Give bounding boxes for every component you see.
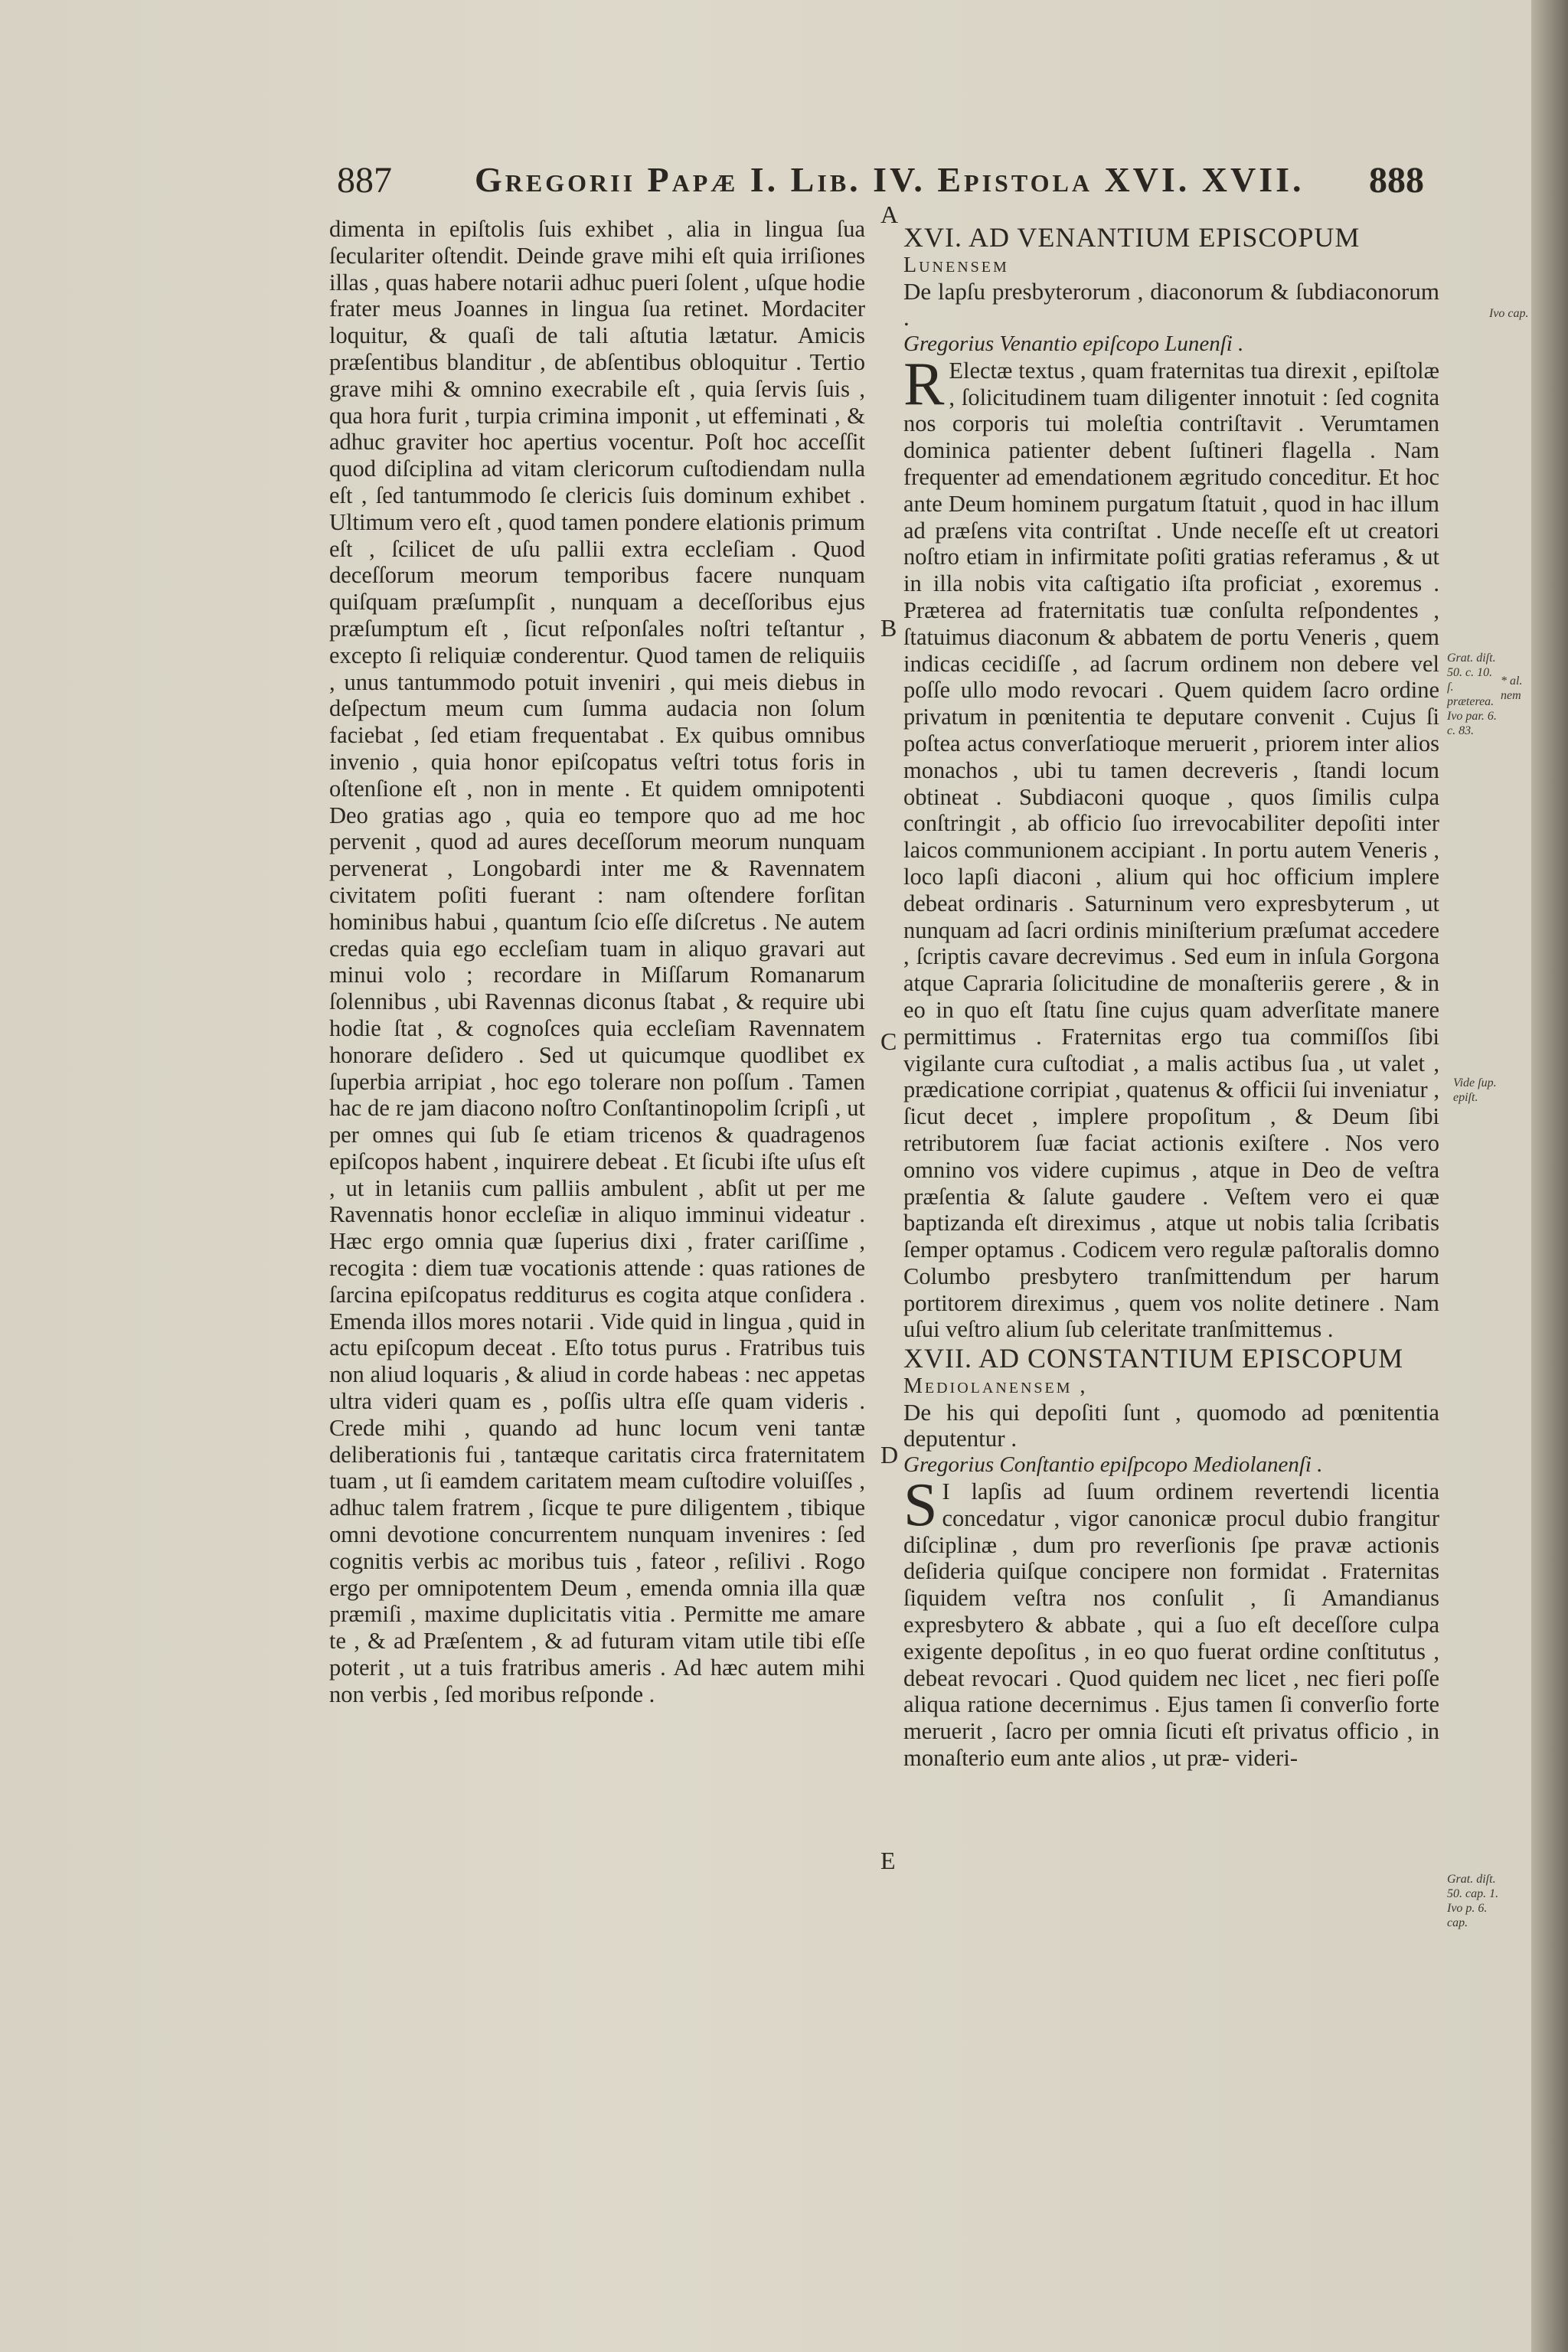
section-letter-d: D (880, 1441, 899, 1468)
epistle-summary: De his qui depoſiti ſunt , quomodo ad pœnitentia deputentur . (903, 1399, 1439, 1452)
epistle-body-text: Electæ textus , quam fraternitas tua direxit , epiſtolæ , ſolicitudinem tuam diligenter innotuit : ſed cognita nos corporis tui moleſtia contriſtavit . Verumtamen dominica patienter debent ſuſtineri flagella . Nam frequenter ad emendationem ægritudo conceditur. Et hoc ante Deum hominem purgatum ſtatuit , quod in hac illum ad præſens vita contriſtat . Unde neceſſe eſt ut creatori noſtro etiam in infirmitate poſiti gratias referamus , & ut in illa nobis vita caſtigatio iſta proficiat , exoremus . Præterea ad fraternitatis tuæ conſulta reſpondentes , ſtatuimus diaconum & abbatem de portu Veneris , quem indicas cecidiſſe , ad ſacrum ordinem non debere vel poſſe ullo modo revocari . Quem quidem ſacro ordine privatum in pœnitentia te deputare convenit . Cujus ſi poſtea actus converſatioque meruerit , priorem inter alios monachos , ubi tu tamen decreveris , ſtandi locum obtineat . Subdiaconi quoque , quos ſimilis culpa conſtringit , ab officio ſuo irrevocabiliter depoſiti inter laicos communionem accipiant . In portu autem Veneris , loco lapſi diaconi , alium qui hoc officium implere debeat ordinaris . Saturninum vero expresbyterum , ut nunquam ad ſacri ordinis miniſterium præſumat accedere , ſcriptis cavare decrevimus . Sed eum in inſula Gorgona atque Capraria ſolicitudine de monaſteriis gerere , & in eo in quo eſt ſtatu ſine cujus quam adverſitate manere permittimus . Fraternitas ergo tua commiſſos ſibi vigilante cura cuſtodiat , a malis actibus ſua , ut valet , prædicatione corripiat , quatenus & officii ſui inveniatur , ſicut decet , implere propoſitum , & Deum ſibi retributorem ſuæ faciat actionis exiſtere . Nos vero omnino vos videre cupimus , atque in Deo de veſtra præſentia & ſalute gaudere . Veſtem vero ei quæ baptizanda eſt direximus , atque ut nobis talia ſcribatis ſemper optamus . Codicem vero regulæ paſtoralis domno Columbo presbytero tranſmittendum per harum portitorem direximus , quem vos nolite detinere . Nam uſui veſtro alium ſub celeritate tranſmittemus . (903, 357, 1439, 1343)
margin-note: Grat. diſt. 50. c. 10. ſ. præterea. Ivo par. 6. c. 83. (1447, 652, 1497, 737)
epistle-salutation: Gregorius Venantio epiſcopo Lunenſi . (903, 332, 1244, 356)
epistle-body (903, 350, 1439, 1343)
page-number-right: 888 (1369, 160, 1424, 201)
epistle-body (903, 1472, 1439, 1772)
page-number-left: 887 (337, 160, 392, 201)
epistle-body-text: I lapſis ad ſuum ordinem revertendi licentia concedatur , vigor canonicæ procul dubio frangitur diſciplinæ , dum pro reverſionis ſpe pravæ actionis deſideria quiſque concipere non formidat . Fraternitas ſiquidem veſtra nos conſulit , ſi Amandianus expresbytero & abbate , qui a ſuo eſt deceſſore culpa exigente depoſitus , in eo quo fuerat ordine conſtitutus , debeat revocari . Quod quidem nec licet , nec fieri poſſe aliqua ratione decernimus . Ejus tamen ſi converſio forte meruerit , ſacro per omnia ſicuti eſt privatus officio , in monaſterio eum ante alios , ut præ- videri- (903, 1478, 1439, 1772)
section-letter-e: E (880, 1847, 896, 1874)
epistle-title: XVI. AD VENANTIUM EPISCOPUM (903, 222, 1361, 253)
drop-cap: R (903, 350, 945, 418)
book-spine (1531, 0, 1568, 2352)
margin-note: * al. nem (1501, 675, 1523, 702)
margin-note: Ivo cap. (1489, 307, 1529, 320)
margin-note: Vide ſup. epiſt. (1453, 1076, 1497, 1104)
section-letter-c: C (880, 1027, 897, 1055)
section-letter-b: B (880, 614, 897, 642)
epistle-subtitle: Mediolanensem , (903, 1374, 1088, 1399)
epistle-summary: De lapſu presbyterorum , diaconorum & ſubdiaconorum . (903, 278, 1439, 331)
right-column (903, 222, 1439, 1772)
left-column-text: dimenta in epiſtolis ſuis exhibet , alia in lingua ſua ſeculariter oſtendit. Deinde grave mihi eſt quia irriſiones illas , quas habere notarii adhuc pueri ſolent , uſque hodie frater meus Joannes in lingua ſua retinet. Mordaciter loquitur, & quaſi de tali aſtutia lætatur. Amicis præſentibus blanditur , de abſentibus obloquitur . Tertio grave mihi & omnino execrabile eſt , quia ſervis ſuis , qua hora furit , turpia crimina imponit , ut effeminati , & adhuc graviter hoc apertius vocentur. Poſt hoc acceſſit quod diſciplina ad vitam clericorum cuſtodiendam nulla eſt , ſed tantummodo ſe clericis ſuis dominum exhibet . Ultimum vero eſt , quod tamen pondere elationis primum eſt , ſcilicet de uſu pallii extra eccleſiam . Quod deceſſorum meorum temporibus facere nunquam quiſquam præſumpſit , nunquam a deceſſoribus ejus præſumptum eſt , ſicut reſponſales noſtri teſtantur , excepto ſi reliquiæ conderentur. Quod tamen de reliquiis , unus tantummodo potuit inveniri , qui meis diebus in deſpectum meum cum ſumma audacia non ſolum faciebat , ſed etiam frequentabat . Ex quibus omnibus invenio , quia honor epiſcopatus veſtri totus foris in oſtenſione eſt , non in mente . Et quidem omnipotenti Deo gratias ago , quia eo tempore quo ad me hoc pervenit , quod ad aures deceſſorum meorum nunquam pervenerat , Longobardi inter me & Ravennatem civitatem poſiti fuerant : nam oſtendere forſitan hominibus habui , quantum ſcio eſſe diſcretus . Ne autem credas quia ego eccleſiam tuam in aliquo gravari aut minui volo ; recordare in Miſſarum Romanarum ſolennibus , ubi Ravennas diconus ſtabat , & require ubi hodie ſtat , & cognoſces quia eccleſiam Ravennatem honorare deſidero . Sed ut quicumque quodlibet ex ſuperbia arripiat , hoc ego tolerare non poſſum . Tamen hac de re jam diacono noſtro Conſtantinopolim ſcripſi , ut per omnes qui ſub ſe etiam tricenos & quadragenos epiſcopos habent , inquirere debeat . Et ſicubi iſte uſus eſt , ut in letaniis cum palliis ambulent , abſit ut per me Ravennatis honor eccleſiæ in aliquo imminui videatur . Hæc ergo omnia quæ ſuperius dixi , frater cariſſime , recogita : diem tuæ vocationis attende : quas rationes de ſarcina epiſcopatus redditurus es cogita atque conſidera . Emenda illos mores notarii . Vide quid in lingua , quid in actu epiſcopum deceat . Eſto totus purus . Fratribus tuis non aliud loquaris , & aliud in corde habeas : nec appetas ultra videri quam es , poſſis ultra eſſe quam videris . Crede mihi , quando ad hunc locum veni tantæ deliberationis fui , tantæque caritatis circa fraternitatem tuam , ut ſi eamdem caritatem meam cuſtodire voluiſſes , adhuc talem fratrem , ſicque te pure diligentem , tibique omni devotione concurrentem nunquam invenires : ſed cognitis verbis ac moribus tuis , fateor , reſilivi . Rogo ergo per omnipotentem Deum , emenda omnia illa quæ præmiſi , maxime duplicitatis vitia . Permitte me amare te , & ad Præſentem , & ad futuram vitam utile tibi eſſe poterit , ut a tuis fratribus ameris . Ad hæc autem mihi non verbis , ſed moribus reſponde . (329, 216, 865, 1707)
epistle-16 (903, 222, 1439, 1343)
drop-cap: S (903, 1472, 938, 1540)
section-letter-a: A (880, 201, 899, 228)
epistle-subtitle: Lunensem (903, 253, 1009, 277)
running-title: Gregorii Papæ I. Lib. IV. Epistola XVI. XVII. (475, 160, 1305, 199)
epistle-salutation: Gregorius Conſtantio epiſpcopo Mediolanenſi . (903, 1452, 1323, 1478)
running-header (337, 153, 1424, 207)
left-column (329, 216, 865, 1708)
margin-note: Grat. diſt. 50. cap. 1. Ivo p. 6. cap. (1447, 1873, 1499, 1929)
epistle-17 (903, 1343, 1439, 1772)
epistle-title: XVII. AD CONSTANTIUM EPISCOPUM (903, 1343, 1404, 1374)
